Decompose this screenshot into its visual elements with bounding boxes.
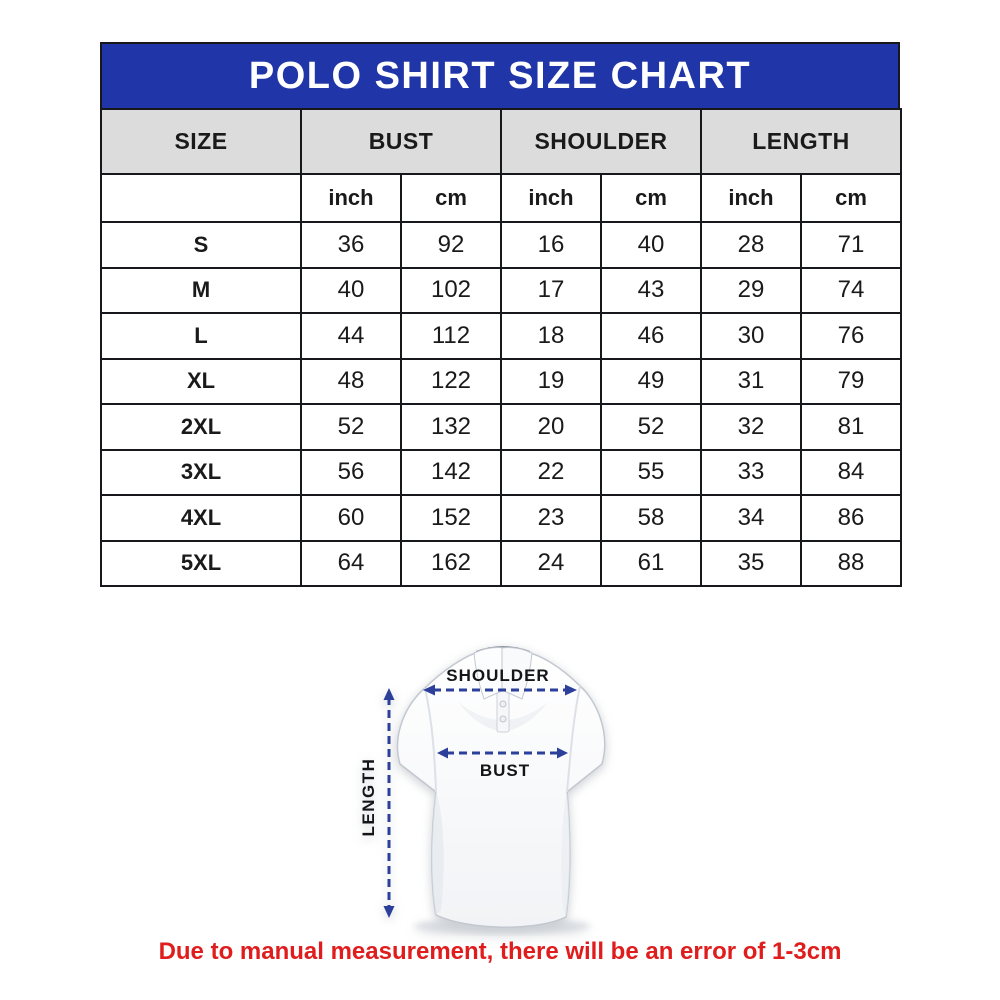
value-cell: 30: [701, 313, 801, 359]
value-cell: 102: [401, 268, 501, 314]
size-chart-banner: [100, 42, 900, 108]
table-row: [101, 222, 901, 268]
value-cell: 58: [601, 495, 701, 541]
page-title: POLO SHIRT SIZE CHART: [248, 54, 752, 97]
size-cell: 5XL: [101, 541, 301, 587]
value-cell: 17: [501, 268, 601, 314]
value-cell: 71: [801, 222, 901, 268]
length-label: LENGTH: [359, 757, 378, 837]
polo-shirt-diagram: [330, 640, 690, 940]
value-cell: 46: [601, 313, 701, 359]
unit-cell-cm: cm: [801, 174, 901, 222]
size-cell: M: [101, 268, 301, 314]
value-cell: 86: [801, 495, 901, 541]
header-shoulder: SHOULDER: [501, 109, 701, 174]
header-bust: BUST: [301, 109, 501, 174]
unit-cell-inch: inch: [501, 174, 601, 222]
value-cell: 84: [801, 450, 901, 496]
size-cell: L: [101, 313, 301, 359]
unit-cell-cm: cm: [401, 174, 501, 222]
value-cell: 40: [601, 222, 701, 268]
value-cell: 52: [601, 404, 701, 450]
unit-cell-inch: inch: [301, 174, 401, 222]
header-length: LENGTH: [701, 109, 901, 174]
shirt-illustration: [330, 640, 690, 940]
table-row: [101, 359, 901, 405]
value-cell: 162: [401, 541, 501, 587]
size-cell: 4XL: [101, 495, 301, 541]
value-cell: 88: [801, 541, 901, 587]
value-cell: 43: [601, 268, 701, 314]
value-cell: 33: [701, 450, 801, 496]
value-cell: 28: [701, 222, 801, 268]
unit-cell-cm: cm: [601, 174, 701, 222]
value-cell: 132: [401, 404, 501, 450]
size-cell: S: [101, 222, 301, 268]
value-cell: 29: [701, 268, 801, 314]
value-cell: 61: [601, 541, 701, 587]
value-cell: 22: [501, 450, 601, 496]
size-cell: 2XL: [101, 404, 301, 450]
value-cell: 24: [501, 541, 601, 587]
value-cell: 23: [501, 495, 601, 541]
value-cell: 56: [301, 450, 401, 496]
button-icon: [500, 716, 506, 722]
value-cell: 79: [801, 359, 901, 405]
value-cell: 16: [501, 222, 601, 268]
value-cell: 74: [801, 268, 901, 314]
size-cell: XL: [101, 359, 301, 405]
value-cell: 152: [401, 495, 501, 541]
size-cell: 3XL: [101, 450, 301, 496]
value-cell: 36: [301, 222, 401, 268]
value-cell: 112: [401, 313, 501, 359]
value-cell: 35: [701, 541, 801, 587]
value-cell: 60: [301, 495, 401, 541]
value-cell: 64: [301, 541, 401, 587]
value-cell: 76: [801, 313, 901, 359]
table-row: [101, 450, 901, 496]
value-cell: 55: [601, 450, 701, 496]
value-cell: 81: [801, 404, 901, 450]
table-row: [101, 541, 901, 587]
value-cell: 92: [401, 222, 501, 268]
table-row: [101, 313, 901, 359]
value-cell: 142: [401, 450, 501, 496]
value-cell: 122: [401, 359, 501, 405]
value-cell: 48: [301, 359, 401, 405]
unit-cell-empty: [101, 174, 301, 222]
value-cell: 34: [701, 495, 801, 541]
table-row: [101, 404, 901, 450]
size-table: [100, 108, 902, 587]
value-cell: 20: [501, 404, 601, 450]
value-cell: 19: [501, 359, 601, 405]
length-arrow: [384, 688, 395, 918]
value-cell: 44: [301, 313, 401, 359]
value-cell: 52: [301, 404, 401, 450]
table-row: [101, 495, 901, 541]
button-icon: [500, 701, 506, 707]
value-cell: 18: [501, 313, 601, 359]
table-header-row: [101, 109, 901, 174]
table-row: [101, 268, 901, 314]
value-cell: 31: [701, 359, 801, 405]
value-cell: 40: [301, 268, 401, 314]
bust-label: BUST: [479, 761, 531, 780]
value-cell: 32: [701, 404, 801, 450]
units-row: [101, 174, 901, 222]
measurement-note: Due to manual measurement, there will be an error of 1-3cm: [158, 938, 842, 965]
unit-cell-inch: inch: [701, 174, 801, 222]
value-cell: 49: [601, 359, 701, 405]
shoulder-label: SHOULDER: [446, 666, 550, 685]
header-size: SIZE: [101, 109, 301, 174]
